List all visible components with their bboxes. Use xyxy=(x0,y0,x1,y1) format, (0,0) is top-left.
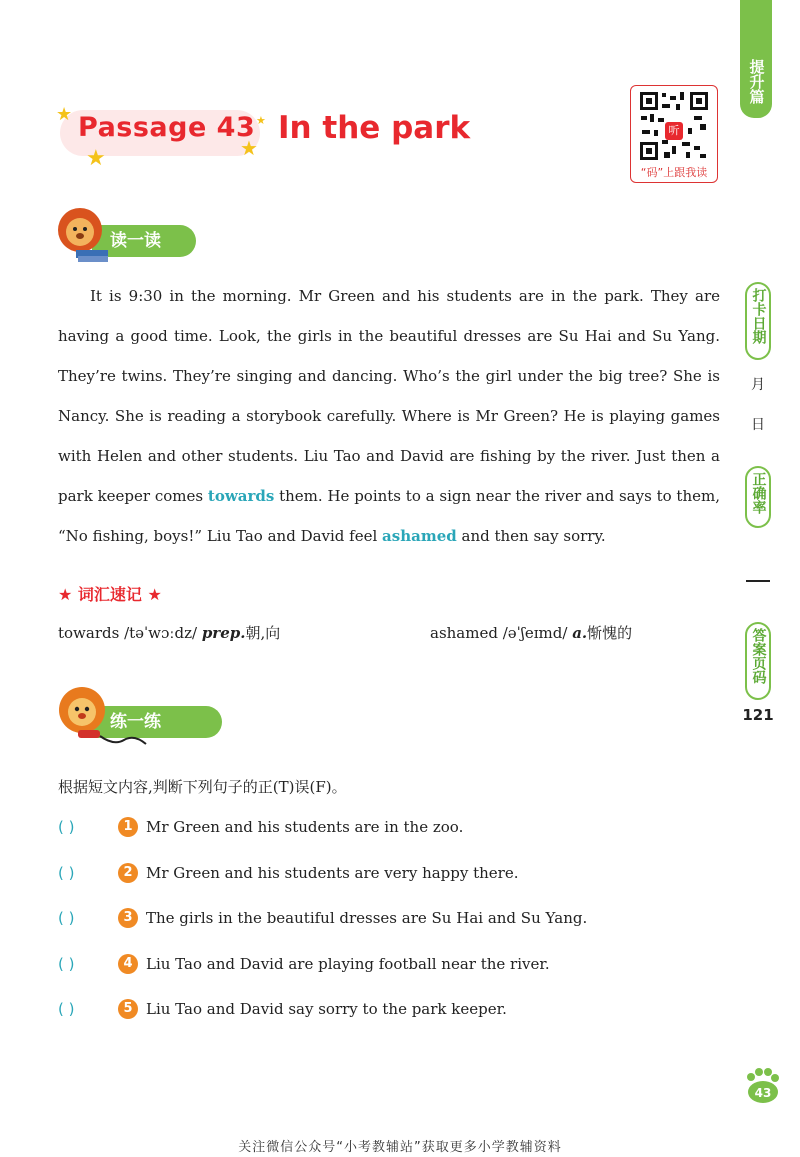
day-label: 日 xyxy=(751,417,765,433)
question-text: Mr Green and his students are in the zoo. xyxy=(146,818,464,836)
question-number-badge: 4 xyxy=(118,954,138,974)
footer-note: 关注微信公众号“小考教辅站”获取更多小学教辅资料 xyxy=(238,1140,562,1155)
accuracy-label: 正确率 xyxy=(745,466,771,528)
page-number: 43 xyxy=(754,1086,772,1100)
qr-caption: “码”上跟我读 xyxy=(640,166,708,179)
month-label: 月 xyxy=(751,377,765,393)
question-row xyxy=(58,952,550,976)
read-section-header: 读一读 xyxy=(92,225,196,257)
paw-page-number-icon xyxy=(744,1068,780,1104)
answer-blank[interactable]: ( ) xyxy=(58,1000,75,1018)
question-row xyxy=(58,815,463,839)
question-number-badge: 1 xyxy=(118,817,138,837)
practice-section-header: 练一练 xyxy=(92,706,222,738)
vocab-item: ashamed /əˈʃeɪmd/ a.惭愧的 xyxy=(430,624,633,642)
star-icon: ★ xyxy=(86,146,106,171)
question-row xyxy=(58,861,519,885)
vocab-title: ★ 词汇速记 ★ xyxy=(58,585,162,604)
instruction-text: 根据短文内容,判断下列句子的正(T)误(F)。 xyxy=(58,778,347,796)
answer-page-label: 答案页码 xyxy=(745,622,771,700)
passage-paragraph: It is 9:30 in the morning. Mr Green and his students are in the park. They are having a good time. Look, the girls in the beautiful dresses are Su Hai and Su Yang. They’re twins. They’re singing and dancing. Who’s the girl under the big tree? She is Nancy. She is reading a storybook carefully. Where is Mr Green? He is playing games with Helen and other students. Liu Tao and David are fishing by the river. Just then a park keeper comes towards them. He points to a sign near the river and says to them, “No fishing, boys!” Liu Tao and David feel ashamed and then say sorry. xyxy=(58,287,720,545)
lion-mascot-writing-icon xyxy=(54,682,150,750)
answer-blank[interactable]: ( ) xyxy=(58,818,75,836)
answer-blank[interactable]: ( ) xyxy=(58,864,75,882)
level-tab-text: 提升篇 xyxy=(747,59,766,104)
star-icon: ★ xyxy=(256,114,266,127)
question-text: The girls in the beautiful dresses are Su Hai and Su Yang. xyxy=(146,909,588,927)
qr-code-panel[interactable] xyxy=(630,85,718,183)
passage-number: Passage 43 xyxy=(78,112,256,143)
question-text: Liu Tao and David say sorry to the park keeper. xyxy=(146,1000,507,1018)
keyword-towards: towards xyxy=(207,487,275,505)
answer-blank[interactable]: ( ) xyxy=(58,955,75,973)
question-row xyxy=(58,997,507,1021)
answer-blank[interactable]: ( ) xyxy=(58,909,75,927)
keyword-ashamed: ashamed xyxy=(382,527,457,545)
question-text: Mr Green and his students are very happy there. xyxy=(146,864,519,882)
reading-passage xyxy=(58,276,720,556)
answer-page-number: 121 xyxy=(742,706,774,724)
lion-mascot-reading-icon xyxy=(54,204,112,266)
question-number-badge: 2 xyxy=(118,863,138,883)
question-number-badge: 5 xyxy=(118,999,138,1019)
vocab-item: towards /təˈwɔːdz/ prep.朝,向 xyxy=(58,624,281,642)
question-row xyxy=(58,906,587,930)
accuracy-blank-line xyxy=(746,580,770,582)
question-number-badge: 3 xyxy=(118,908,138,928)
star-icon: ★ xyxy=(240,136,258,160)
listen-badge: 听 xyxy=(665,122,683,140)
star-icon: ★ xyxy=(56,104,73,125)
page-title: In the park xyxy=(278,110,471,146)
question-text: Liu Tao and David are playing football near the river. xyxy=(146,955,550,973)
checkin-date-label: 打卡日期 xyxy=(745,282,771,360)
level-tab xyxy=(740,0,772,118)
